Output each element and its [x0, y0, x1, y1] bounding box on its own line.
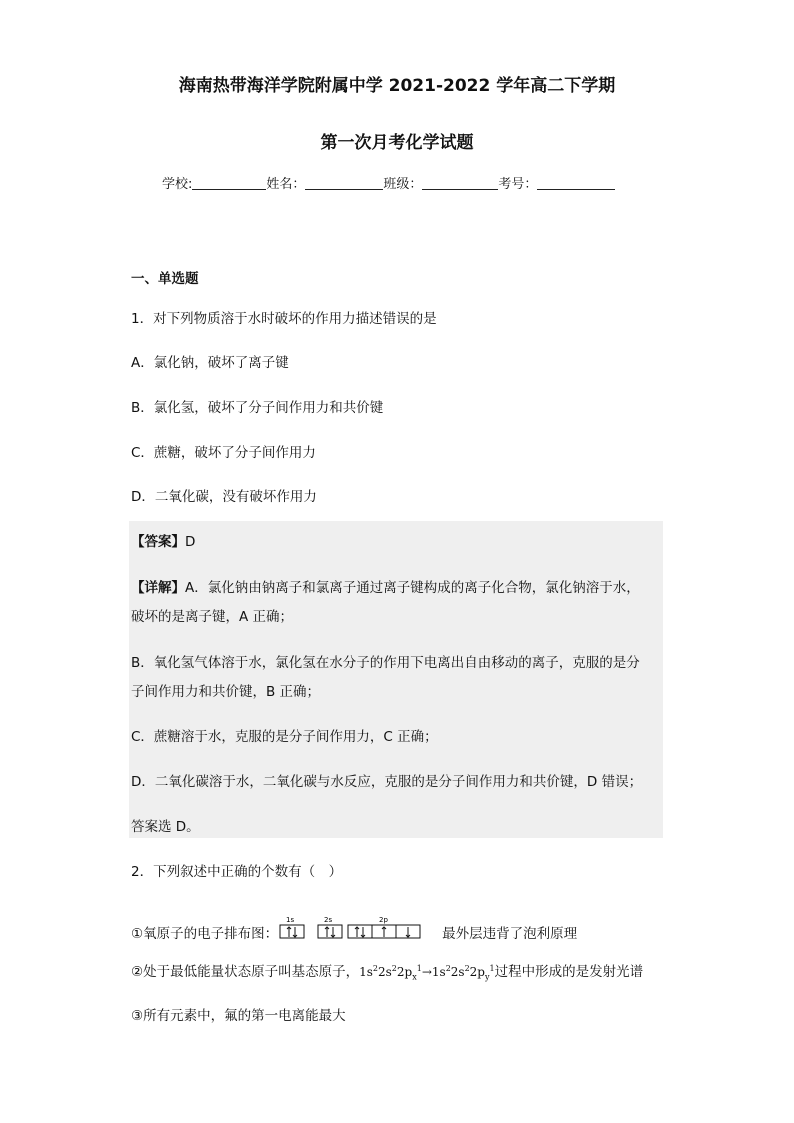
question-2-stem: 2．下列叙述中正确的个数有（ ）	[131, 864, 343, 880]
orbital-diagram	[278, 915, 440, 941]
detail-label: 【详解】	[131, 580, 185, 596]
detail-line-2: 破坏的是离子键，A 正确；	[131, 609, 294, 625]
q1-option-a: A．氯化钠，破坏了离子键	[131, 355, 289, 371]
q2-item-3: ③所有元素中，氟的第一电离能最大	[131, 1008, 346, 1024]
orbital-label-2s: 2s	[324, 916, 333, 924]
detail-line-7: 答案选 D。	[131, 819, 200, 835]
section-heading: 一、单选题	[131, 271, 199, 287]
page-subtitle: 第一次月考化学试题	[320, 133, 474, 153]
student-info-row	[162, 173, 615, 192]
question-1-stem: 1．对下列物质溶于水时破坏的作用力描述错误的是	[131, 311, 437, 327]
answer-label: 【答案】	[131, 534, 185, 550]
detail-line-4: 子间作用力和共价键，B 正确；	[131, 684, 321, 700]
orbital-label-1s: 1s	[286, 916, 295, 924]
page-title: 海南热带海洋学院附属中学 2021-2022 学年高二下学期	[178, 76, 616, 96]
answer-line	[131, 530, 195, 550]
q1-option-b: B．氯化氢，破坏了分子间作用力和共价键	[131, 400, 384, 416]
school-label: 学校:	[162, 177, 193, 192]
q1-option-d: D．二氧化碳，没有破坏作用力	[131, 489, 317, 505]
detail-line-3: B．氧化氢气体溶于水，氯化氢在水分子的作用下电离出自由移动的离子，克服的是分	[131, 655, 640, 671]
id-label: 考号：	[498, 177, 538, 192]
name-blank	[305, 175, 383, 190]
school-blank	[192, 175, 266, 190]
detail-line-6: D．二氧化碳溶于水，二氧化碳与水反应，克服的是分子间作用力和共价键，D 错误；	[131, 774, 643, 790]
q1-option-c: C．蔗糖，破坏了分子间作用力	[131, 445, 316, 461]
orbital-label-2p: 2p	[379, 916, 389, 924]
detail-line-5: C．蔗糖溶于水，克服的是分子间作用力，C 正确；	[131, 729, 438, 745]
answer-value: D	[185, 534, 196, 550]
detail-line-1: 【详解】A．氯化钠由钠离子和氯离子通过离子键构成的离子化合物，氯化钠溶于水，	[131, 580, 640, 596]
electron-config: $1s^22s^22p_x^1\to 1s^22s^22p_y^1$	[359, 964, 495, 982]
id-blank	[537, 175, 615, 190]
name-label: 姓名：	[266, 177, 306, 192]
class-blank	[422, 175, 498, 190]
q2-item-1: ①氧原子的电子排布图： 1s 2s 2p 最外层违背了泡利原理	[131, 916, 578, 942]
class-label: 班级：	[383, 177, 423, 192]
q2-item-2: ②处于最低能量状态原子叫基态原子，$1s^22s^22p_x^1\to 1s^22s^22p_y^1$过程中形成的是发射光谱	[131, 964, 644, 982]
